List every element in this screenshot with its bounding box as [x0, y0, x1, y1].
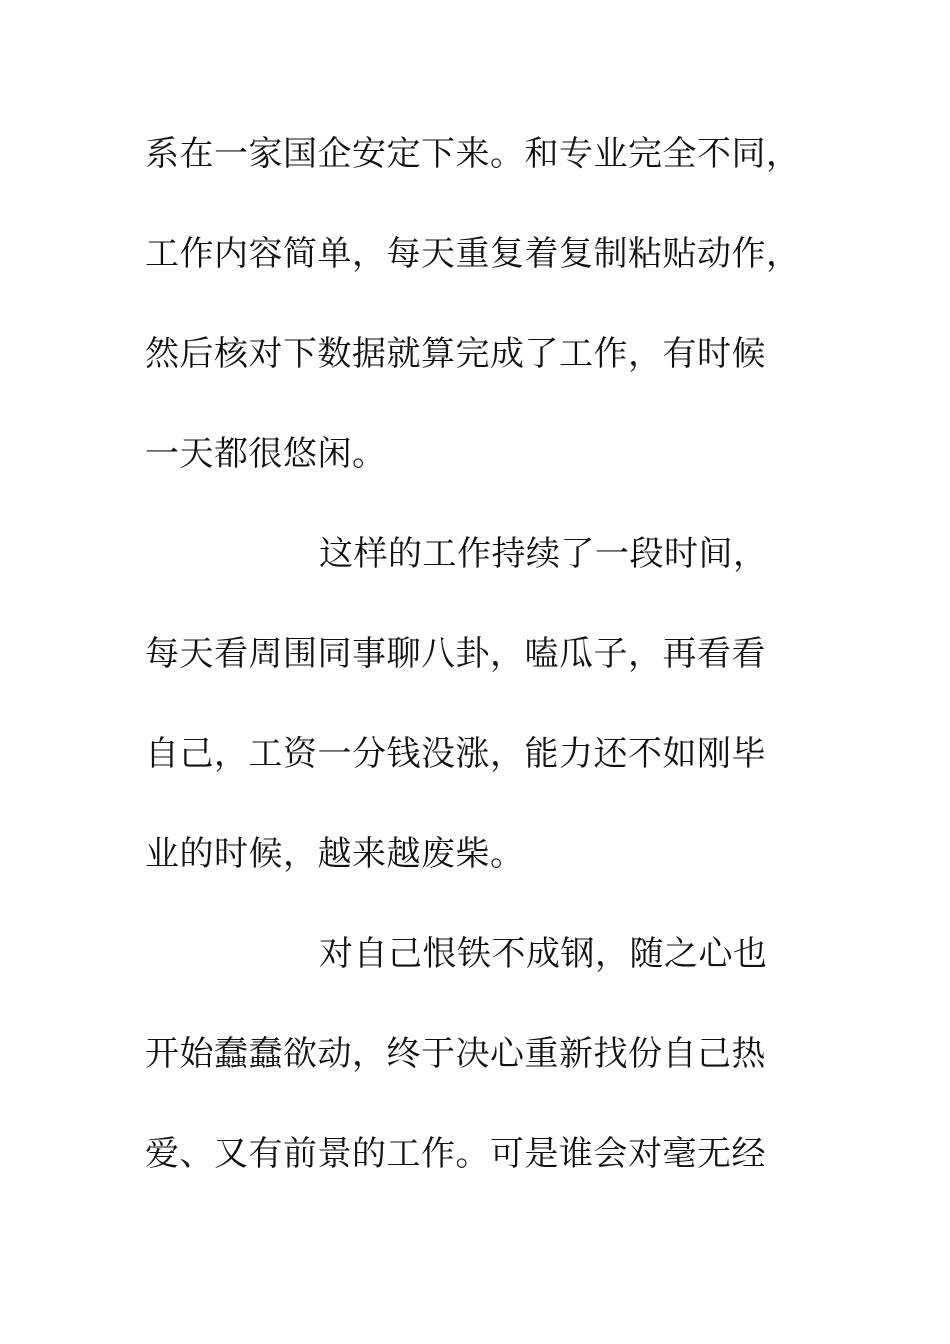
body-text [145, 128, 805, 1228]
text-line: 爱、又有前景的工作。可是谁会对毫无经 [145, 1134, 766, 1174]
text-line: 一天都很悠闲。 [145, 434, 387, 474]
text-line: 每天看周围同事聊八卦，嗑瓜子，再看看 [145, 634, 766, 674]
text-line: 系在一家国企安定下来。和专业完全不同， [145, 134, 801, 174]
paragraph-first-line: 对自己恨铁不成钢，随之心也 [319, 934, 768, 974]
text-line: 然后核对下数据就算完成了工作，有时候 [145, 334, 766, 374]
text-line: 工作内容简单，每天重复着复制粘贴动作， [145, 234, 801, 274]
text-line: 自己，工资一分钱没涨，能力还不如刚毕 [145, 734, 766, 774]
text-line: 业的时候，越来越废柴。 [145, 834, 525, 874]
paragraph-first-line: 这样的工作持续了一段时间， [319, 534, 768, 574]
text-line: 开始蠢蠢欲动，终于决心重新找份自己热 [145, 1034, 766, 1074]
